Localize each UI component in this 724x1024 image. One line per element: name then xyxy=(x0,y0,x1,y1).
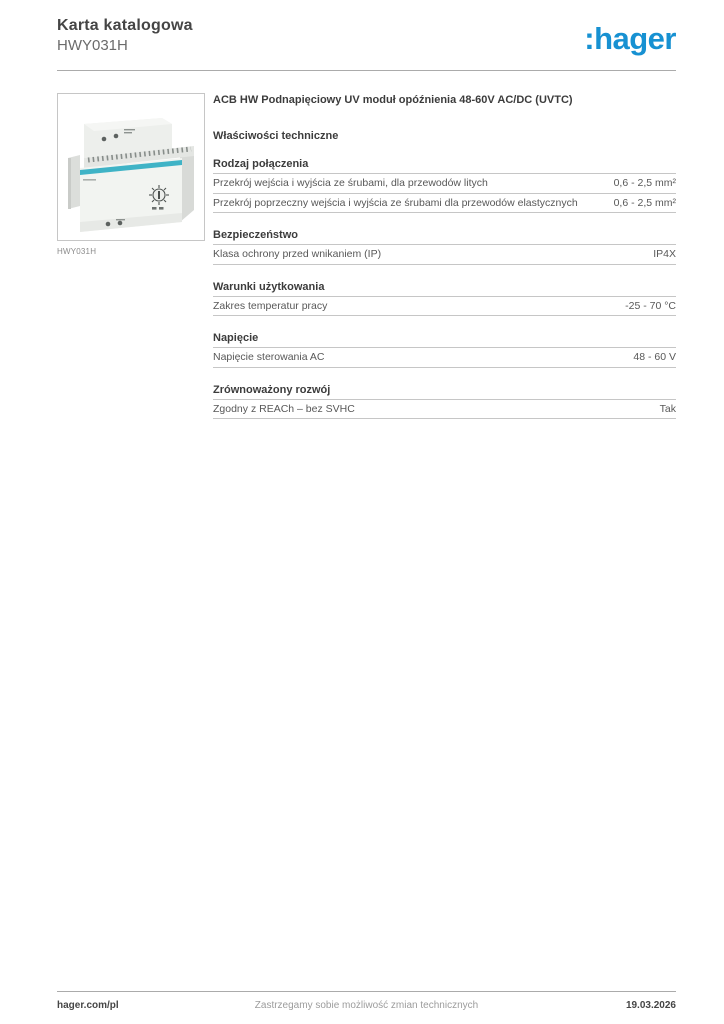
section-title: Zrównoważony rozwój xyxy=(213,384,676,400)
product-image-caption: HWY031H xyxy=(57,247,97,256)
led-indicator xyxy=(152,207,157,210)
header-divider xyxy=(57,70,676,71)
spec-value: 48 - 60 V xyxy=(633,351,676,364)
led-indicator xyxy=(159,207,164,210)
spec-label: Zgodny z REACh – bez SVHC xyxy=(213,402,355,415)
spec-value: 0,6 - 2,5 mm² xyxy=(613,196,676,209)
section-title: Warunki użytkowania xyxy=(213,281,676,297)
top-screw xyxy=(114,134,119,139)
hager-logo: :hager xyxy=(584,21,676,56)
product-image-column xyxy=(57,93,205,419)
adjustment-dial xyxy=(149,185,169,205)
footer-disclaimer: Zastrzegamy sobie możliwość zmian technicznych xyxy=(254,1000,479,1011)
document-type-title: Karta katalogowa xyxy=(57,17,193,34)
page-footer xyxy=(57,991,676,1011)
section-title: Napięcie xyxy=(213,332,676,348)
spec-section-connection xyxy=(213,158,676,213)
product-image-frame xyxy=(57,93,205,241)
section-title: Bezpieczeństwo xyxy=(213,229,676,245)
spec-section-operating-conditions xyxy=(213,281,676,317)
spec-label: Zakres temperatur pracy xyxy=(213,299,328,312)
din-module-illustration xyxy=(58,94,204,240)
section-title: Rodzaj połączenia xyxy=(213,158,676,174)
spec-section-safety xyxy=(213,229,676,265)
terminal-screw xyxy=(106,222,111,227)
spec-label: Przekrój poprzeczny wejścia i wyjścia ze śrubami dla przewodów elastycznych xyxy=(213,196,578,209)
page-header xyxy=(57,17,676,54)
spec-row xyxy=(213,400,676,420)
spec-value: -25 - 70 °C xyxy=(625,299,676,312)
header-product-reference: HWY031H xyxy=(57,37,128,54)
spec-label: Napięcie sterowania AC xyxy=(213,351,325,364)
spec-value: 0,6 - 2,5 mm² xyxy=(613,177,676,190)
spec-row xyxy=(213,297,676,317)
main-content xyxy=(57,93,676,419)
spec-value: Tak xyxy=(659,402,676,415)
footer-website: hager.com/pl xyxy=(57,1000,119,1011)
spec-section-sustainability xyxy=(213,384,676,420)
spec-label: Przekrój wejścia i wyjścia ze śrubami, dla przewodów litych xyxy=(213,177,488,190)
technical-properties-heading: Właściwości techniczne xyxy=(213,130,339,143)
spec-value: IP4X xyxy=(653,248,676,261)
spec-row xyxy=(213,174,676,194)
spec-section-voltage xyxy=(213,332,676,368)
top-screw xyxy=(102,137,107,142)
product-title: ACB HW Podnapięciowy UV moduł opóźnienia 48-60V AC/DC (UVTC) xyxy=(213,94,573,106)
spec-row xyxy=(213,194,676,214)
spec-label: Klasa ochrony przed wnikaniem (IP) xyxy=(213,248,382,261)
spec-row xyxy=(213,348,676,368)
footer-date: 19.03.2026 xyxy=(625,1000,676,1011)
spec-column xyxy=(213,93,676,419)
spec-row xyxy=(213,245,676,265)
terminal-screw xyxy=(118,221,123,226)
